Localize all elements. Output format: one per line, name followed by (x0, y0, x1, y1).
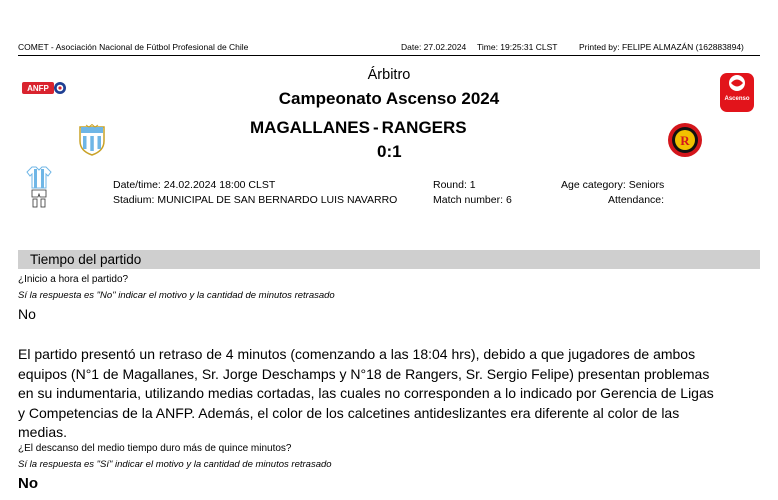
home-team: MAGALLANES (250, 118, 370, 137)
explanation-line: y Competencias de la ANFP. Además, el color de los calcetines antideslizantes era diferente al color de las (18, 404, 680, 421)
explanation-line: equipos (N°1 de Magallanes, Sr. Jorge Deschamps y N°18 de Rangers, Sr. Sergio Felipe) presentan problemas (18, 365, 710, 382)
rangers-crest (666, 120, 704, 165)
q2-hint: Sí la respuesta es "Sí" indicar el motivo y la cantidad de minutos retrasado (18, 459, 332, 470)
match-score: 0:1 (377, 142, 402, 161)
explanation-line: medias. (18, 424, 68, 441)
header-date: Date: 27.02.2024 (401, 42, 467, 52)
header-time: Time: 19:25:31 CLST (477, 42, 558, 52)
ascenso-logo-text: Ascenso (724, 96, 750, 102)
header-printed-by: Printed by: FELIPE ALMAZÁN (162883894) (579, 42, 744, 52)
q1-answer: No (18, 306, 36, 322)
competition-title: Campeonato Ascenso 2024 (278, 89, 500, 108)
match-title (250, 118, 467, 138)
section-title: Tiempo del partido (30, 252, 142, 267)
kit-icon (26, 166, 52, 213)
section-header (18, 250, 760, 269)
attendance: Attendance: (608, 194, 665, 206)
age-category: Age category: Seniors (561, 179, 665, 191)
q2-question: ¿El descanso del medio tiempo duro más de quince minutos? (18, 443, 292, 454)
report-role: Árbitro (367, 67, 411, 83)
team-separator: - (372, 118, 379, 137)
q2-answer: No (18, 475, 38, 492)
away-team: RANGERS (381, 118, 467, 137)
svg-text:R: R (680, 133, 690, 148)
match-round: Round: 1 (433, 179, 476, 191)
q1-explanation (18, 345, 760, 443)
svg-text:ANFP: ANFP (27, 84, 49, 93)
match-number: Match number: 6 (433, 194, 512, 206)
explanation-line: en su indumentaria, utilizando medias cortadas, las cuales no corresponden a lo indicado por Gerencia de Ligas (18, 385, 714, 402)
header-org: COMET - Asociación Nacional de Fútbol Profesional de Chile (18, 42, 249, 52)
match-datetime: Date/time: 24.02.2024 18:00 CLST (113, 179, 276, 191)
match-stadium: Stadium: MUNICIPAL DE SAN BERNARDO LUIS NAVARRO (113, 194, 398, 206)
explanation-line: El partido presentó un retraso de 4 minutos (comenzando a las 18:04 hrs), debido a que jugadores de ambos (18, 346, 696, 362)
header-divider (18, 55, 760, 56)
magallanes-crest (78, 124, 106, 161)
q1-hint: Sí la respuesta es "No" indicar el motivo y la cantidad de minutos retrasado (18, 290, 335, 301)
q1-question: ¿Inicio a hora el partido? (18, 274, 129, 285)
